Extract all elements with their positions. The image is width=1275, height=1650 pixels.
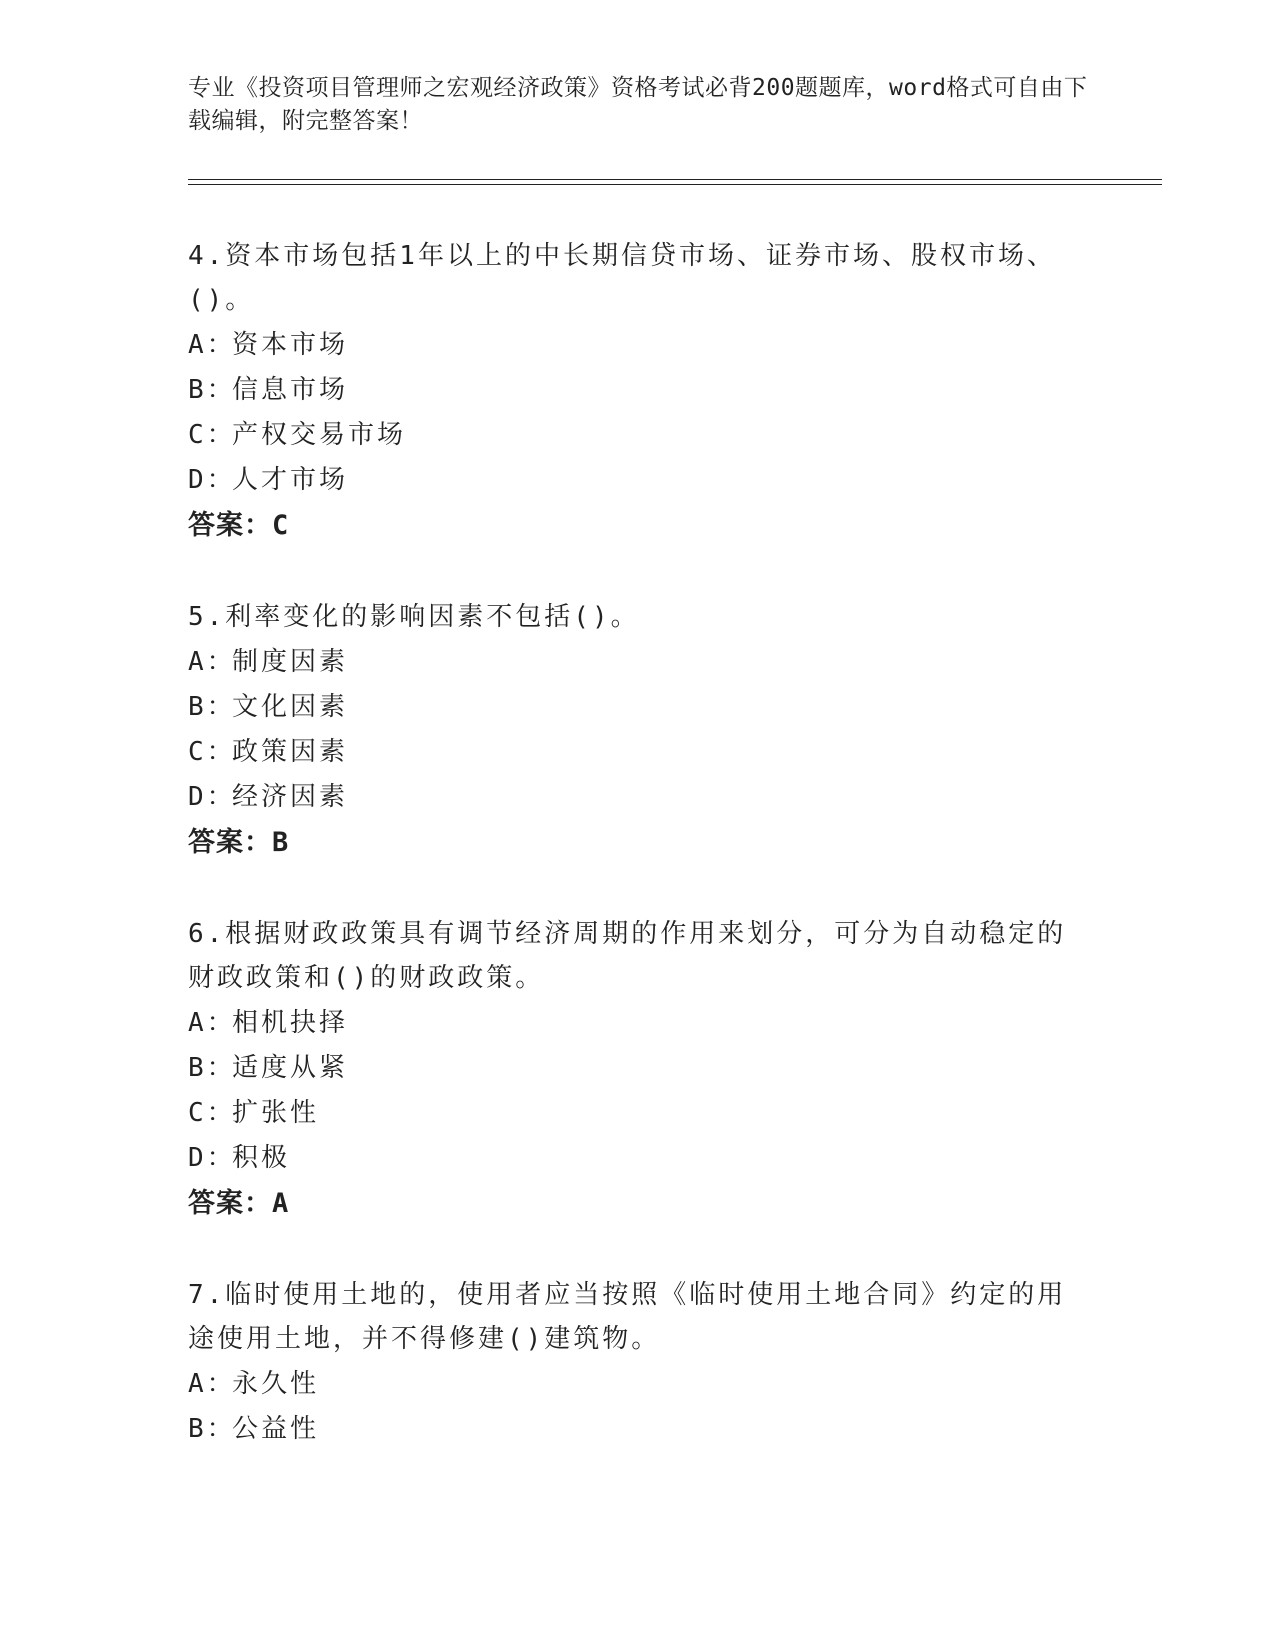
question-option bbox=[188, 1136, 1088, 1181]
option-key: D： bbox=[188, 782, 236, 812]
question-item bbox=[188, 595, 1088, 866]
question-option bbox=[188, 775, 1088, 820]
question-option bbox=[188, 685, 1088, 730]
option-key: A： bbox=[188, 1369, 236, 1399]
question-option bbox=[188, 413, 1088, 458]
option-key: C： bbox=[188, 737, 236, 767]
option-text: 相机抉择 bbox=[232, 1008, 349, 1038]
option-text: 产权交易市场 bbox=[232, 420, 407, 450]
question-stem: 6.根据财政政策具有调节经济周期的作用来划分，可分为自动稳定的财政政策和()的财政政策。 bbox=[188, 919, 1067, 993]
question-option bbox=[188, 1091, 1088, 1136]
option-key: B： bbox=[188, 375, 236, 405]
option-text: 文化因素 bbox=[232, 692, 349, 722]
option-key: C： bbox=[188, 1098, 236, 1128]
option-text: 经济因素 bbox=[232, 782, 349, 812]
option-key: C： bbox=[188, 420, 236, 450]
option-key: A： bbox=[188, 647, 236, 677]
option-text: 积极 bbox=[232, 1143, 291, 1173]
document-header: 专业《投资项目管理师之宏观经济政策》资格考试必背200题题库，word格式可自由下载编辑，附完整答案！ bbox=[188, 75, 1088, 134]
option-key: D： bbox=[188, 465, 236, 495]
question-option bbox=[188, 1407, 1088, 1452]
option-key: D： bbox=[188, 1143, 236, 1173]
option-text: 永久性 bbox=[232, 1369, 320, 1399]
header-divider-top bbox=[188, 179, 1162, 180]
option-text: 资本市场 bbox=[232, 330, 349, 360]
question-option bbox=[188, 1362, 1088, 1407]
question-stem: 7.临时使用土地的，使用者应当按照《临时使用土地合同》约定的用途使用土地，并不得修建()建筑物。 bbox=[188, 1280, 1067, 1354]
option-key: A： bbox=[188, 1008, 236, 1038]
question-option bbox=[188, 1046, 1088, 1091]
option-text: 制度因素 bbox=[232, 647, 349, 677]
question-option bbox=[188, 640, 1088, 685]
option-text: 人才市场 bbox=[232, 465, 349, 495]
option-text: 扩张性 bbox=[232, 1098, 320, 1128]
question-answer: 答案：B bbox=[188, 827, 290, 858]
option-key: A： bbox=[188, 330, 236, 360]
option-text: 适度从紧 bbox=[232, 1053, 349, 1083]
option-key: B： bbox=[188, 692, 236, 722]
question-option bbox=[188, 323, 1088, 368]
question-stem: 5.利率变化的影响因素不包括()。 bbox=[188, 602, 640, 632]
option-key: B： bbox=[188, 1053, 236, 1083]
question-item bbox=[188, 234, 1088, 549]
header-divider-bottom bbox=[188, 184, 1162, 185]
option-text: 信息市场 bbox=[232, 375, 349, 405]
option-text: 公益性 bbox=[232, 1414, 320, 1444]
option-text: 政策因素 bbox=[232, 737, 349, 767]
question-option bbox=[188, 458, 1088, 503]
option-key: B： bbox=[188, 1414, 236, 1444]
question-item bbox=[188, 912, 1088, 1227]
question-option bbox=[188, 730, 1088, 775]
question-item bbox=[188, 1273, 1088, 1452]
question-stem: 4.资本市场包括1年以上的中长期信贷市场、证券市场、股权市场、()。 bbox=[188, 241, 1056, 315]
question-option bbox=[188, 368, 1088, 413]
question-list bbox=[188, 234, 1088, 1498]
question-answer: 答案：C bbox=[188, 510, 290, 541]
question-answer: 答案：A bbox=[188, 1188, 290, 1219]
question-option bbox=[188, 1001, 1088, 1046]
